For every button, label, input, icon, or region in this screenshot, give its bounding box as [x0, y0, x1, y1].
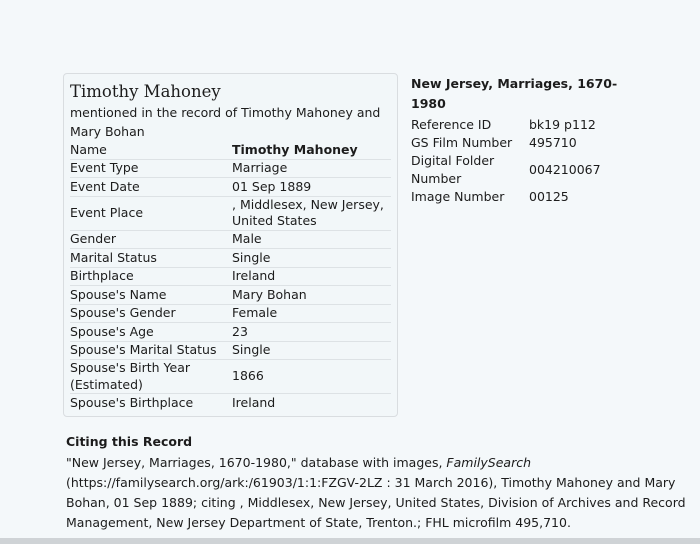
field-row	[70, 286, 391, 305]
record-subtitle: mentioned in the record of Timothy Mahoney and Mary Bohan	[70, 105, 381, 139]
collection-info	[411, 74, 651, 206]
field-row	[70, 394, 391, 412]
field-value: Male	[232, 230, 391, 249]
citation-source: FamilySearch	[446, 455, 532, 470]
field-value: Timothy Mahoney	[232, 141, 391, 159]
collection-title[interactable]: New Jersey, Marriages, 1670-1980	[411, 76, 618, 111]
field-label: Spouse's Age	[70, 323, 232, 342]
field-row	[70, 267, 391, 286]
record-details-panel	[63, 73, 398, 417]
field-row	[70, 230, 391, 249]
field-value: Ireland	[232, 394, 276, 410]
record-fields-table	[70, 141, 391, 412]
field-label: Spouse's Gender	[70, 304, 232, 323]
field-row	[70, 141, 391, 159]
field-label: Spouse's Birthplace	[70, 394, 194, 410]
field-value: 01 Sep 1889	[232, 178, 391, 197]
field-row	[70, 360, 391, 394]
field-row	[70, 178, 391, 197]
field-label: Spouse's Birth Year (Estimated)	[70, 360, 232, 394]
citation-text	[66, 453, 696, 533]
field-label: Birthplace	[70, 267, 232, 286]
meta-label: Reference ID	[411, 117, 492, 132]
meta-value: 004210067	[529, 162, 601, 177]
meta-label: GS Film Number	[411, 135, 513, 150]
field-row	[70, 304, 391, 323]
field-label: Event Date	[70, 178, 232, 197]
citing-section	[66, 432, 696, 533]
meta-label: Digital Folder Number	[411, 153, 495, 186]
field-row	[70, 249, 391, 268]
field-value: Female	[232, 304, 391, 323]
meta-row	[411, 188, 601, 206]
field-label: Marital Status	[70, 249, 232, 268]
field-row	[70, 323, 391, 342]
citation-text-after: (https://familysearch.org/ark:/61903/1:1:FZGV-2LZ : 31 March 2016), Timothy Mahoney and Mary Bohan, 01 Sep 1889; citing , Middlesex, New Jersey, United States, Division of Archives and Record Management, New Jersey Department of State, Trenton.; FHL microfilm 495,710.	[66, 475, 686, 530]
collection-meta-table	[411, 116, 601, 206]
field-value: Marriage	[232, 159, 391, 178]
field-value: Single	[232, 249, 391, 268]
meta-value: 00125	[529, 189, 569, 204]
meta-row	[411, 116, 601, 134]
field-label: Event Type	[70, 159, 232, 178]
meta-row	[411, 134, 601, 152]
field-label: Spouse's Marital Status	[70, 341, 232, 360]
meta-row	[411, 152, 601, 188]
field-row	[70, 196, 391, 230]
field-label: Spouse's Name	[70, 286, 232, 305]
field-row	[70, 159, 391, 178]
field-label: Event Place	[70, 196, 232, 230]
citation-text-before: "New Jersey, Marriages, 1670-1980," database with images,	[66, 455, 447, 470]
field-label: Gender	[70, 230, 232, 249]
field-value: Single	[232, 341, 391, 360]
field-row	[70, 341, 391, 360]
record-title: Timothy Mahoney	[70, 82, 221, 101]
field-value: , Middlesex, New Jersey, United States	[232, 196, 391, 230]
citing-title: Citing this Record	[66, 434, 193, 449]
meta-label: Image Number	[411, 189, 505, 204]
field-value: Ireland	[232, 267, 391, 286]
meta-value: 495710	[529, 135, 577, 150]
field-value: 1866	[232, 360, 391, 394]
field-value: Mary Bohan	[232, 286, 391, 305]
field-label: Name	[70, 141, 232, 159]
meta-value: bk19 p112	[529, 117, 596, 132]
field-value: 23	[232, 323, 391, 342]
page-bottom-edge	[0, 538, 700, 544]
